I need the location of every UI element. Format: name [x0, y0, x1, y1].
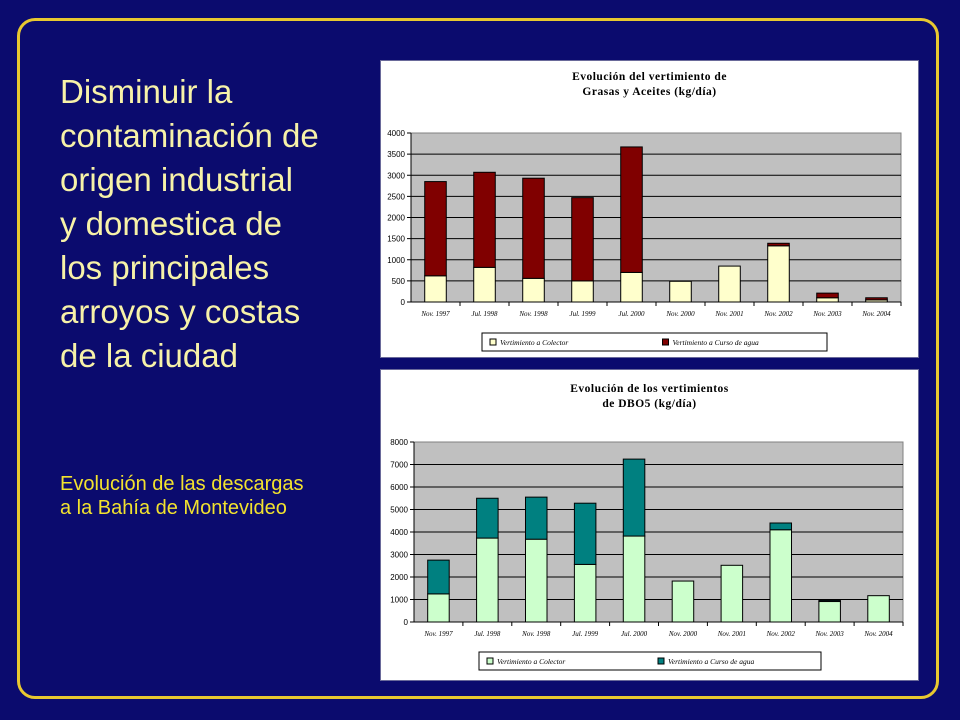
bar-segment	[670, 281, 692, 302]
legend-swatch	[663, 339, 669, 345]
y-tick-label: 0	[403, 618, 408, 627]
bar-segment	[623, 459, 645, 536]
x-tick-label: Jul. 1999	[572, 630, 599, 638]
bar-segment	[428, 594, 450, 622]
x-tick-label: Nov. 2002	[766, 630, 795, 638]
bar-segment	[523, 178, 545, 278]
x-tick-label: Nov. 2003	[813, 310, 842, 318]
y-tick-label: 2000	[387, 213, 405, 223]
legend-swatch	[487, 658, 493, 664]
headline-line: contaminación de	[60, 117, 319, 154]
y-tick-label: 8000	[390, 438, 408, 447]
x-tick-label: Nov. 2001	[717, 630, 746, 638]
x-tick-label: Nov. 1997	[421, 310, 450, 318]
bar-segment	[621, 272, 643, 302]
bar-segment	[621, 147, 643, 272]
bar-segment	[868, 596, 890, 622]
bar-segment	[572, 281, 594, 302]
x-tick-label: Nov. 2004	[862, 310, 891, 318]
x-tick-label: Nov. 1998	[522, 630, 551, 638]
headline-line: Disminuir la	[60, 73, 233, 110]
chart-grasas-aceites	[380, 60, 919, 358]
legend-swatch	[658, 658, 664, 664]
legend-swatch	[490, 339, 496, 345]
y-tick-label: 500	[391, 276, 405, 286]
y-tick-label: 3000	[390, 550, 408, 560]
legend-label: Vertimiento a Colector	[500, 338, 569, 347]
x-tick-label: Nov. 1997	[424, 630, 453, 638]
bar-segment	[428, 560, 450, 594]
slide-subtitle	[60, 472, 360, 520]
bar-segment	[574, 503, 596, 564]
x-tick-label: Jul. 1998	[474, 630, 501, 638]
y-tick-label: 3000	[387, 171, 405, 181]
legend-label: Vertimiento a Curso de agua	[668, 657, 755, 666]
chart-title-line: Evolución de los vertimientos	[570, 383, 729, 395]
x-tick-label: Nov. 2000	[666, 310, 695, 318]
chart-svg	[381, 370, 918, 680]
x-tick-label: Nov. 2004	[864, 630, 893, 638]
bar-segment	[474, 172, 496, 267]
chart-dbo5	[380, 369, 919, 681]
y-tick-label: 2500	[387, 192, 405, 202]
y-tick-label: 5000	[390, 505, 408, 515]
bar-segment	[574, 564, 596, 622]
bar-segment	[523, 278, 545, 302]
headline-line: los principales	[60, 249, 270, 286]
bar-segment	[474, 267, 496, 302]
y-tick-label: 6000	[390, 483, 408, 492]
bar-segment	[770, 523, 792, 530]
y-tick-label: 2000	[390, 573, 408, 582]
bar-segment	[768, 243, 790, 246]
y-tick-label: 1000	[390, 595, 408, 605]
x-tick-label: Nov. 2003	[815, 630, 844, 638]
x-tick-label: Jul. 1999	[569, 310, 596, 318]
headline-line: y domestica de	[60, 205, 282, 242]
x-tick-label: Nov. 1998	[519, 310, 548, 318]
x-tick-label: Jul. 1998	[471, 310, 498, 318]
y-tick-label: 4000	[390, 528, 408, 537]
bar-segment	[768, 246, 790, 302]
headline-line: origen industrial	[60, 161, 293, 198]
y-tick-label: 1500	[387, 234, 405, 244]
x-tick-label: Nov. 2002	[764, 310, 793, 318]
headline-line: de la ciudad	[60, 337, 238, 374]
chart-svg	[381, 61, 918, 357]
chart-title-line: de DBO5 (kg/día)	[602, 398, 697, 410]
legend-label: Vertimiento a Curso de agua	[672, 338, 759, 347]
y-tick-label: 0	[400, 298, 405, 307]
bar-segment	[770, 530, 792, 622]
bar-segment	[817, 298, 839, 302]
legend-label: Vertimiento a Colector	[497, 657, 566, 666]
x-tick-label: Jul. 2000	[621, 630, 648, 638]
chart-title-line: Grasas y Aceites (kg/día)	[582, 86, 717, 98]
x-tick-label: Jul. 2000	[618, 310, 645, 318]
bar-segment	[866, 298, 888, 300]
bar-segment	[525, 497, 547, 539]
chart-title-line: Evolución del vertimiento de	[572, 71, 727, 83]
slide-headline	[60, 70, 360, 378]
bar-segment	[719, 266, 741, 302]
y-tick-label: 3500	[387, 150, 405, 160]
bar-segment	[525, 539, 547, 622]
x-tick-label: Nov. 2001	[715, 310, 744, 318]
bar-segment	[425, 276, 447, 302]
y-tick-label: 1000	[387, 255, 405, 265]
subtitle-line: Evolución de las descargas	[60, 473, 304, 495]
headline-line: arroyos y costas	[60, 293, 301, 330]
bar-segment	[623, 536, 645, 622]
bar-segment	[819, 602, 841, 622]
x-tick-label: Nov. 2000	[668, 630, 698, 638]
bar-segment	[477, 538, 499, 622]
bar-segment	[477, 498, 499, 538]
y-tick-label: 7000	[390, 460, 408, 470]
bar-segment	[819, 600, 841, 601]
bar-segment	[721, 565, 743, 622]
bar-segment	[817, 293, 839, 298]
subtitle-line: a la Bahía de Montevideo	[60, 497, 287, 519]
bar-segment	[425, 182, 447, 276]
bar-segment	[672, 581, 694, 622]
bar-segment	[572, 198, 594, 281]
y-tick-label: 4000	[387, 129, 405, 138]
